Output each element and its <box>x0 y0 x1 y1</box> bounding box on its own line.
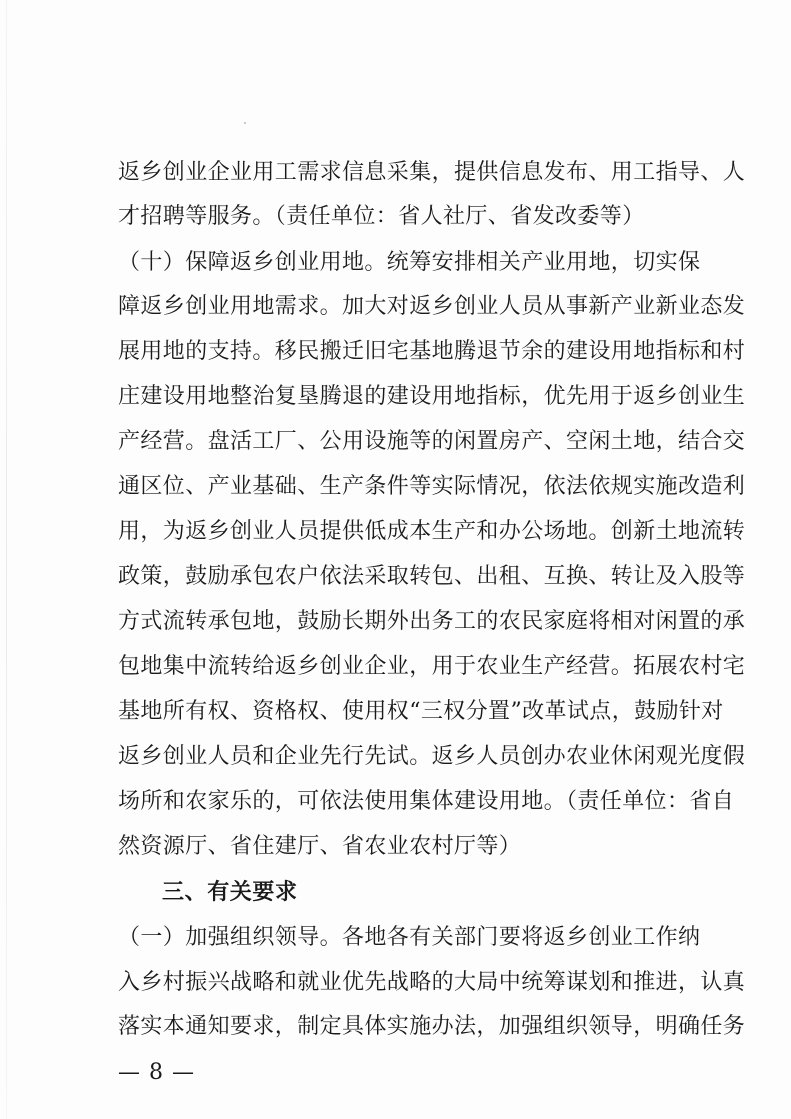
body-text-line: 场所和农家乐的，可依法使用集体建设用地。（责任单位：省自 <box>118 789 735 814</box>
body-text-line: 产经营。盘活工厂、公用设施等的闲置房产、空闲土地，结合交 <box>118 429 746 454</box>
body-text-line: 庄建设用地整治复垦腾退的建设用地指标，优先用于返乡创业生 <box>118 384 746 409</box>
scan-edge <box>6 0 7 1119</box>
body-text-line: 才招聘等服务。（责任单位：省人社厅、省发改委等） <box>118 204 645 229</box>
body-text-line: 通区位、产业基础、生产条件等实际情况，依法依规实施改造利 <box>118 474 746 499</box>
scan-speck <box>244 122 246 124</box>
body-text-line: 展用地的支持。移民搬迁旧宅基地腾退节余的建设用地指标和村 <box>118 339 746 364</box>
body-text-line: 然资源厅、省住建厅、省农业农村厅等） <box>118 834 522 859</box>
body-text-line: 入乡村振兴战略和就业优先战略的大局中统筹谋划和推进，认真 <box>118 970 746 995</box>
body-text-line: 落实本通知要求，制定具体实施办法，加强组织领导，明确任务 <box>118 1014 746 1039</box>
body-text-line: 返乡创业人员和企业先行先试。返乡人员创办农业休闲观光度假 <box>118 744 746 769</box>
body-text-line: 返乡创业企业用工需求信息采集，提供信息发布、用工指导、人 <box>118 160 746 185</box>
body-text-line: （一）加强组织领导。各地各有关部门要将返乡创业工作纳 <box>118 925 701 950</box>
page-number: — 8 — <box>118 1060 195 1085</box>
body-text-line: （十）保障返乡创业用地。统筹安排相关产业用地，切实保 <box>118 250 701 275</box>
body-text-line: 包地集中流转给返乡创业企业，用于农业生产经营。拓展农村宅 <box>118 654 746 679</box>
body-text-line: 方式流转承包地，鼓励长期外出务工的农民家庭将相对闲置的承 <box>118 609 746 634</box>
body-text-line: 障返乡创业用地需求。加大对返乡创业人员从事新产业新业态发 <box>118 294 746 319</box>
section-heading: 三、有关要求 <box>162 880 298 905</box>
body-text-line: 政策，鼓励承包农户依法采取转包、出租、互换、转让及入股等 <box>118 564 746 589</box>
body-text-line: 基地所有权、资格权、使用权“三权分置”改革试点，鼓励针对 <box>118 699 724 724</box>
body-text-line: 用，为返乡创业人员提供低成本生产和办公场地。创新土地流转 <box>118 519 746 544</box>
